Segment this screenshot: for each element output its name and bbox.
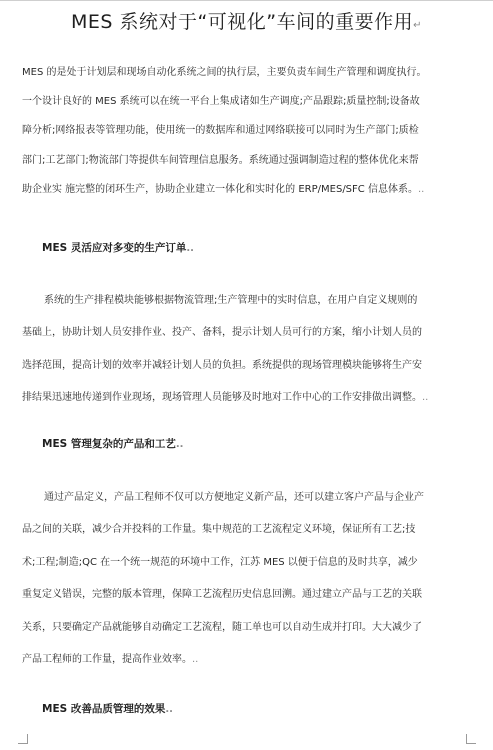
page-corner-mark-right: [466, 734, 476, 744]
end-mark-icon: ..: [417, 183, 425, 195]
text-line: 术;工程;制造;QC 在一个统一规范的环境中工作，江苏 MES 以便于信息的及时共享，减少: [22, 556, 418, 568]
section-heading: MES 管理复杂的产品和工艺..: [42, 438, 184, 450]
text-line: 排结果迅速地传递到作业现场，现场管理人员能够及时地对工作中心的工作安排做出调整。..: [22, 392, 429, 404]
text-line: 系统的生产排程模块能够根据物流管理;生产管理中的实时信息，在用户自定义规则的: [44, 295, 418, 306]
text-line: 选择范围，提高计划的效率并减轻计划人员的负担。系统提供的现场管理模块能够将生产安: [22, 359, 422, 371]
paragraph-mark-icon: ↵: [413, 20, 423, 31]
end-mark-icon: ..: [186, 243, 194, 254]
text-line: 品之间的关联，减少合并投料的工作量。集中规范的工艺流程定义环境，保证所有工艺;技: [22, 524, 416, 536]
text-line: 一个设计良好的 MES 系统可以在统一平台上集成诸如生产调度;产品跟踪;质量控制;设备故: [22, 96, 420, 108]
end-mark-icon: ..: [192, 654, 199, 666]
page-corner-mark-left: [18, 734, 28, 744]
text-line: 通过产品定义，产品工程师不仅可以方便地定义新产品，还可以建立客户产品与企业产: [44, 492, 424, 503]
document-title: MES 系统对于“可视化”车间的重要作用↵: [70, 11, 423, 33]
end-mark-icon: ..: [165, 704, 173, 715]
section-heading: MES 改善品质管理的效果..: [42, 703, 173, 715]
page-top-border: [0, 0, 493, 1]
text-line: 助企业实 施完整的闭环生产，协助企业建立一体化和实时化的 ERP/MES/SFC 信息体系。..: [22, 183, 425, 195]
text-line: 关系，只要确定产品就能够自动确定工艺流程，随工单也可以自动生成并打印。大大减少了: [22, 621, 422, 633]
text-line: 基础上，协助计划人员安排作业、投产、备料，提示计划人员可行的方案，缩小计划人员的: [22, 327, 422, 339]
end-mark-icon: ..: [422, 392, 429, 404]
section-paragraph: [22, 482, 477, 676]
end-mark-icon: ..: [175, 439, 184, 450]
text-line: 障分析;网络报表等管理功能，使用统一的数据库和通过网络联接可以同时为生产部门;质检: [22, 125, 419, 137]
text-line: 产品工程师的工作量，提高作业效率。..: [22, 654, 199, 666]
text-line: 重复定义错误，完整的版本管理，保障工艺流程历史信息回溯。通过建立产品与工艺的关联: [22, 589, 422, 601]
section-paragraph: [22, 285, 477, 415]
intro-paragraph: [22, 58, 477, 204]
text-line: MES 的是处于计划层和现场自动化系统之间的执行层，主要负责车间生产管理和调度执行。: [22, 67, 427, 78]
text-line: 部门;工艺部门;物流部门等提供车间管理信息服务。系统通过强调制造过程的整体优化来帮: [22, 154, 419, 166]
section-heading: MES 灵活应对多变的生产订单..: [42, 242, 194, 254]
